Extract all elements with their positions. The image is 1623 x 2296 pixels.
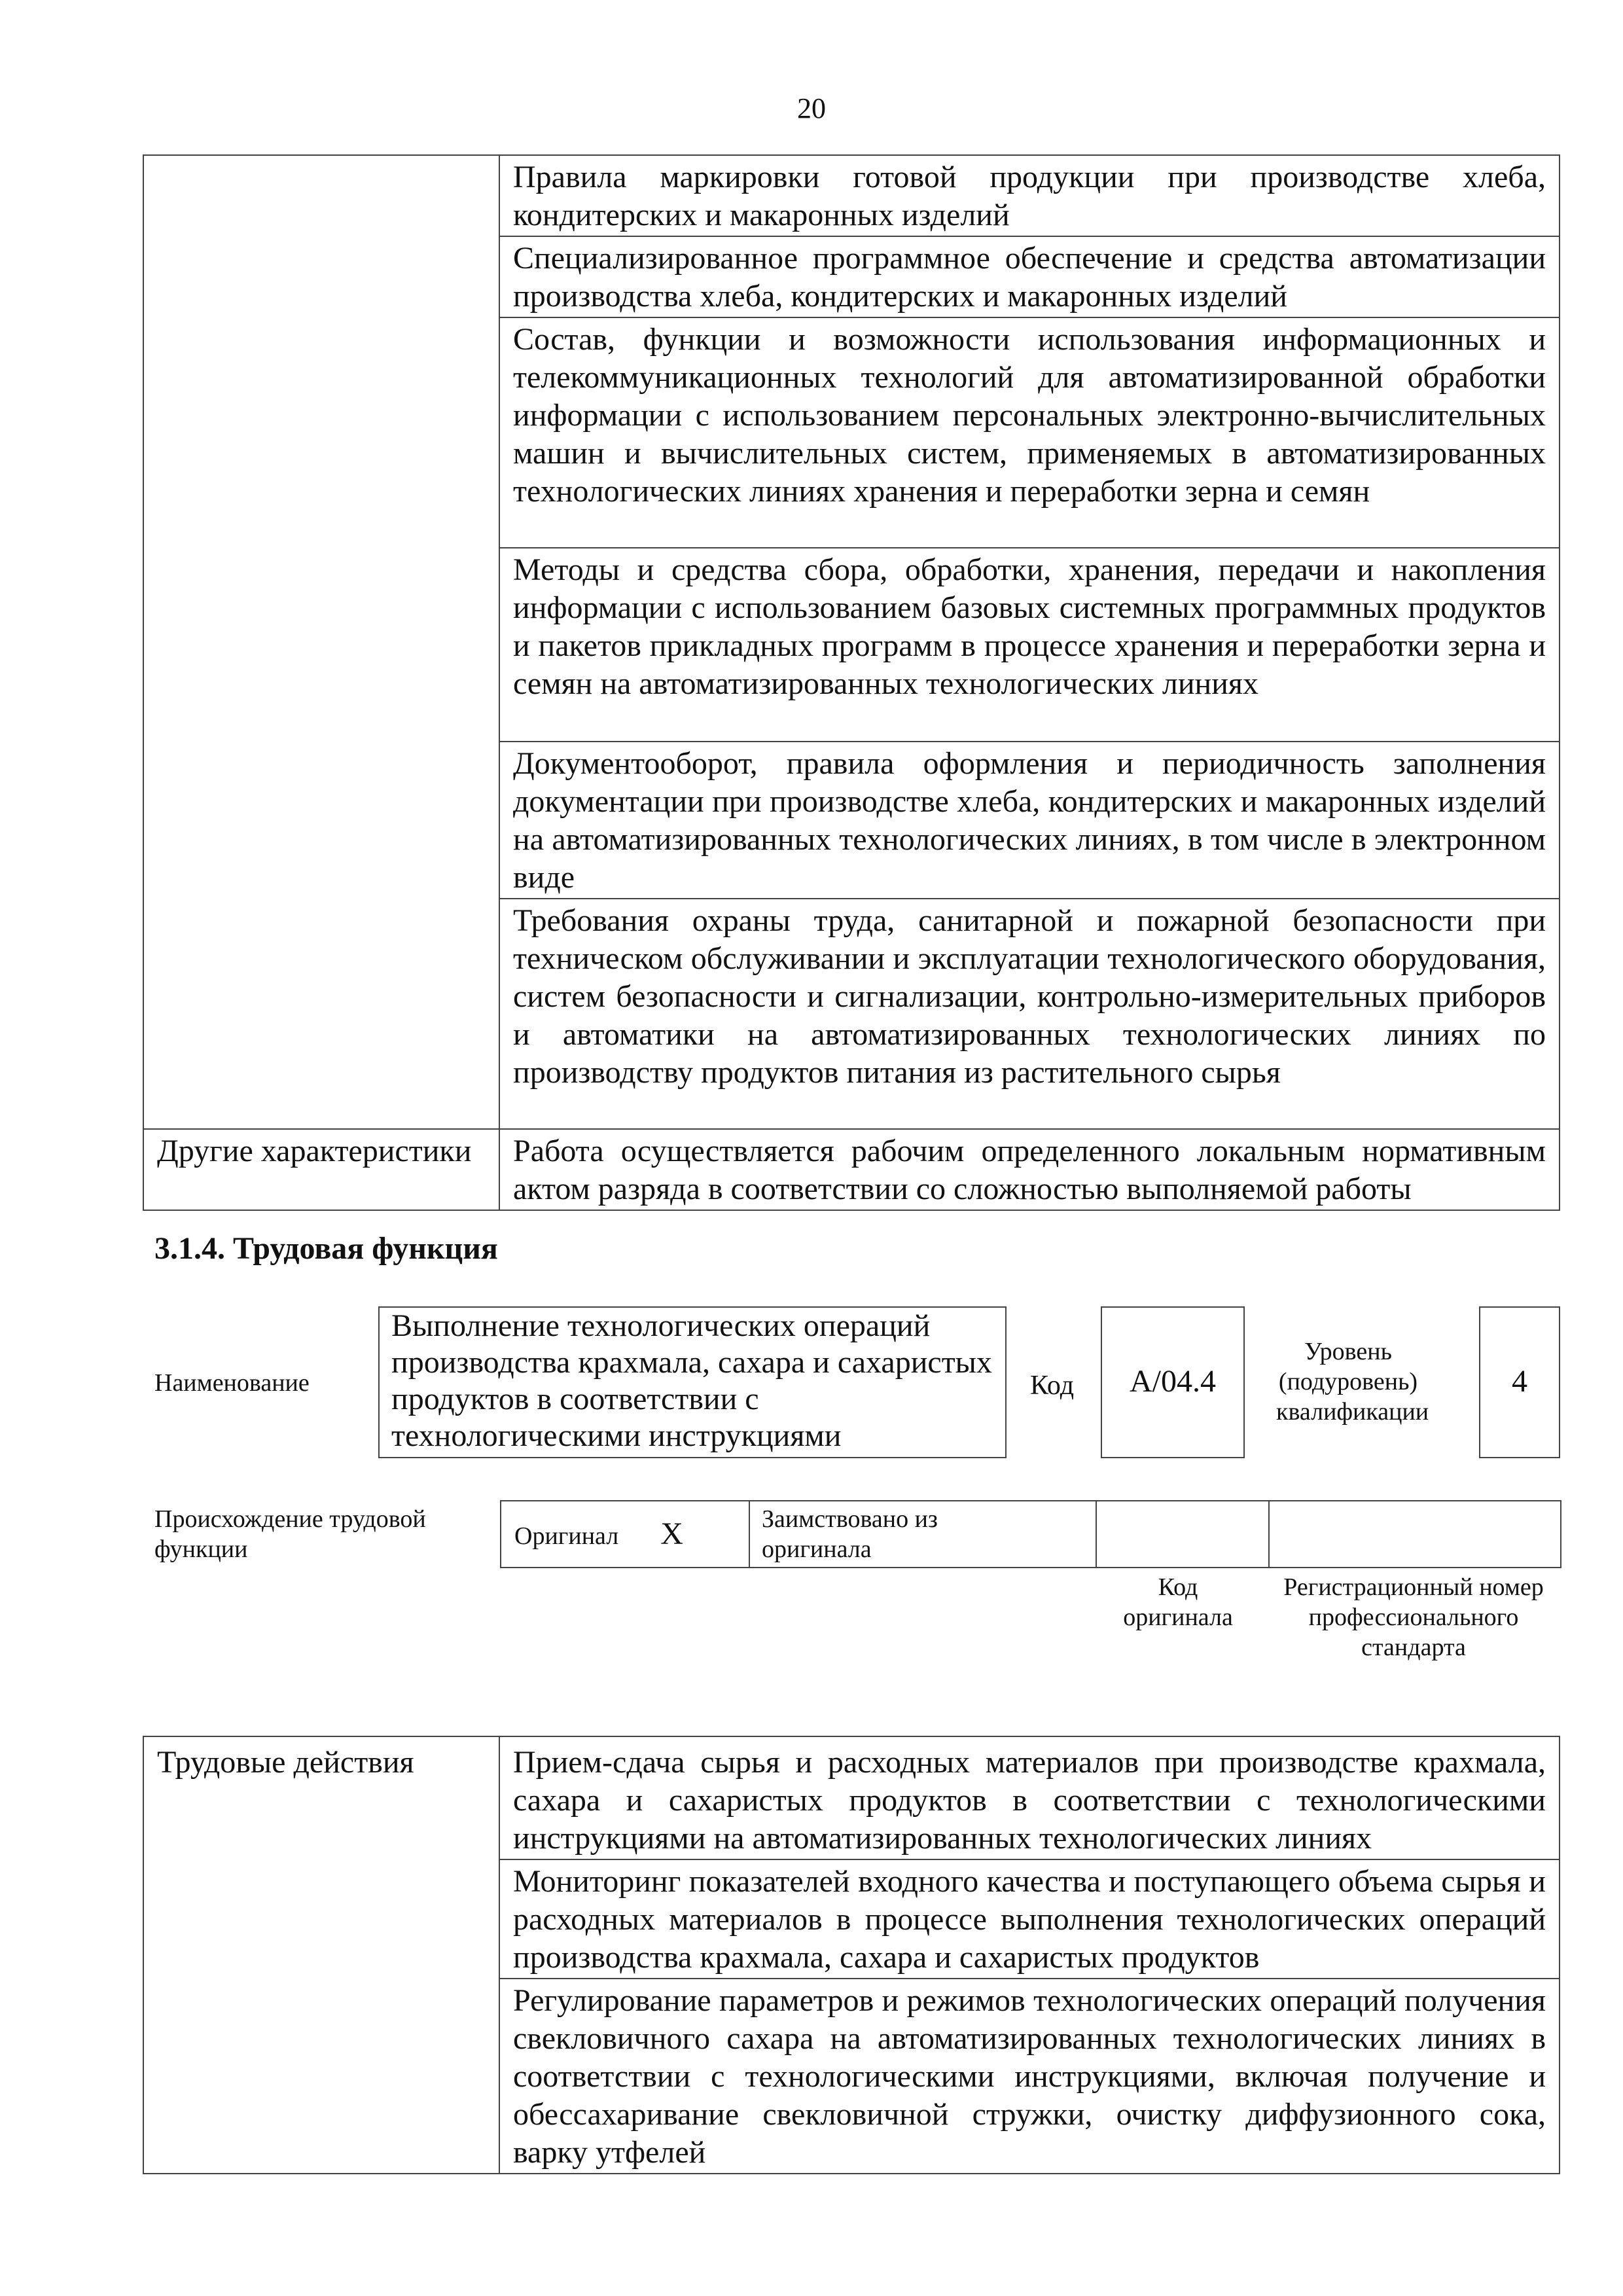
table-row [143, 155, 1560, 236]
page-number: 20 [797, 92, 826, 124]
name-label: Наименование [154, 1369, 310, 1397]
right-cell: Документооборот, правила оформления и периодичность заполнения документации при производстве хлеба, кондитерских и макаронных изделий на автоматизированных технологических линиях, в том числе в электронном виде [499, 742, 1560, 899]
left-cell-empty [143, 155, 499, 1129]
right-cell: Регулирование параметров и режимов технологических операций получения свекловичного сахара на автоматизированных технологических линиях в соответствии с технологическими инструкциями, включая получение и обессахаривание свекловичной стружки, очистку диффузионного сока, варку утфелей [499, 1979, 1560, 2174]
code-value-box [1101, 1306, 1245, 1458]
right-cell: Требования охраны труда, санитарной и пожарной безопасности при техническом обслуживании и эксплуатации технологического оборудования, систем безопасности и сигнализации, контрольно-измерительных приборов и автоматики на автоматизированных технологических линиях по производству продуктов питания из растительного сырья [499, 899, 1560, 1129]
original-cell [501, 1501, 749, 1568]
right-cell: Мониторинг показателей входного качества и поступающего объема сырья и расходных материалов в процессе выполнения технологических операций производства крахмала, сахара и сахаристых продуктов [499, 1859, 1560, 1979]
code-caption: Код оригинала [1123, 1573, 1233, 1631]
name-value: Выполнение технологических операций производства крахмала, сахара и сахаристых продуктов в соответствии с технологическими инструкциями [391, 1308, 992, 1453]
origin-table [500, 1500, 1561, 1568]
borrowed-cell [749, 1501, 1096, 1568]
right-cell: Правила маркировки готовой продукции при производстве хлеба, кондитерских и макаронных изделий [499, 155, 1560, 236]
right-cell: Методы и средства сбора, обработки, хранения, передачи и накопления информации с использованием базовых системных программных продуктов и пакетов прикладных программ в процессе хранения и переработки зерна и семян на автоматизированных технологических линиях [499, 548, 1560, 742]
table-row [143, 1736, 1560, 1859]
code-value: А/04.4 [1130, 1364, 1216, 1399]
right-cell: Работа осуществляется рабочим определенного локальным нормативным актом разряда в соответствии со сложностью выполняемой работы [499, 1129, 1560, 1210]
level-label: Уровень (подуровень) квалификации [1276, 1338, 1429, 1426]
name-value-box [378, 1306, 1007, 1458]
requirements-table [143, 154, 1560, 1211]
left-cell: Другие характеристики [143, 1129, 499, 1210]
actions-table [143, 1736, 1560, 2174]
reg-number-cell [1269, 1501, 1561, 1568]
right-cell: Состав, функции и возможности использования информационных и телекоммуникационных технологий для автоматизированной обработки информации с использованием персональных электронно-вычислительных машин и вычислительных систем, применяемых в автоматизированных технологических линиях хранения и переработки зерна и семян [499, 317, 1560, 548]
level-value: 4 [1512, 1364, 1527, 1399]
origin-row [501, 1501, 1561, 1568]
original-label: Оригинал [514, 1522, 619, 1550]
origin-label: Происхождение трудовой функции [154, 1505, 426, 1563]
reg-caption: Регистрационный номер профессионального стандарта [1283, 1573, 1544, 1661]
level-value-box [1479, 1306, 1560, 1458]
original-mark: Х [660, 1516, 683, 1551]
section-heading: 3.1.4. Трудовая функция [154, 1231, 498, 1266]
table-row [143, 1129, 1560, 1210]
code-original-cell [1096, 1501, 1269, 1568]
borrowed-label: Заимствовано из оригинала [762, 1505, 938, 1563]
left-cell: Трудовые действия [143, 1736, 499, 2174]
right-cell: Прием-сдача сырья и расходных материалов при производстве крахмала, сахара и сахаристых продуктов в соответствии с технологическими инструкциями на автоматизированных технологических линиях [499, 1736, 1560, 1859]
right-cell: Специализированное программное обеспечение и средства автоматизации производства хлеба, кондитерских и макаронных изделий [499, 236, 1560, 317]
code-label: Код [1030, 1371, 1075, 1401]
